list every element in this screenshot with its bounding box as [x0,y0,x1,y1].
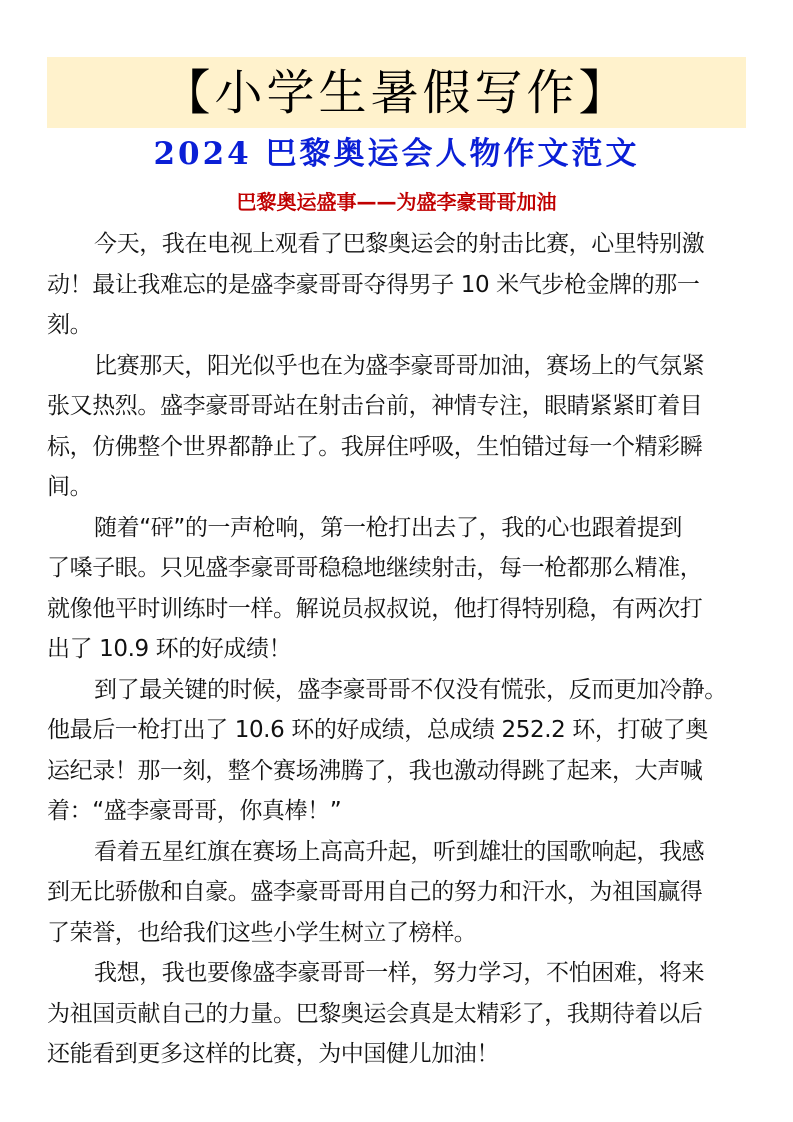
paragraph-line: 了嗓子眼。只见盛李豪哥哥稳稳地继续射击，每一枪都那么精准， [47,555,703,581]
paragraph-line: 看着五星红旗在赛场上高高升起，听到雄壮的国歌响起，我感 [94,838,705,865]
paragraph-line: 今天，我在电视上观看了巴黎奥运会的射击比赛，心里特别激 [94,231,705,257]
paragraph-line: 运纪录！那一刻，整个赛场沸腾了，我也激动得跳了起来，大声喊 [47,757,703,784]
paragraph-line: 就像他平时训练时一样。解说员叔叔说，他打得特别稳，有两次打 [47,595,703,622]
paragraph-line: 了荣誉，也给我们这些小学生树立了榜样。 [47,919,477,946]
paragraph-line: 他最后一枪打出了 10.6 环的好成绩，总成绩 252.2 环，打破了奥 [47,717,708,743]
paragraph-line: 到无比骄傲和自豪。盛李豪哥哥用自己的努力和汗水，为祖国赢得 [47,879,703,905]
paragraph-line: 间。 [47,474,93,500]
paragraph-line: 随着“砰”的一声枪响，第一枪打出去了，我的心也跟着提到 [94,514,683,541]
paragraph-line: 刻。 [47,312,93,338]
paragraph-line: 我想，我也要像盛李豪哥哥一样，努力学习，不怕困难，将来 [94,960,705,986]
paragraph-line: 张又热烈。盛李豪哥哥站在射击台前，神情专注，眼睛紧紧盯着目 [47,393,703,419]
paragraph-line: 着：“盛李豪哥哥，你真棒！” [47,798,342,824]
paragraph-line: 为祖国贡献自己的力量。巴黎奥运会真是太精彩了，我期待着以后 [47,1000,703,1027]
essay-body [47,224,747,1075]
document-subtitle: 2024 巴黎奥运会人物作文范文 [153,136,640,172]
essay-title: 巴黎奥运盛事——为盛李豪哥哥加油 [236,190,557,214]
header-title: 【小学生暑假写作】 [162,64,631,121]
header-banner [47,57,746,128]
paragraph-line: 动！最让我难忘的是盛李豪哥哥夺得男子 10 米气步枪金牌的那一 [47,271,700,298]
paragraph-line: 比赛那天，阳光似乎也在为盛李豪哥哥加油，赛场上的气氛紧 [94,352,705,379]
paragraph-line: 标，仿佛整个世界都静止了。我屏住呼吸，生怕错过每一个精彩瞬 [47,433,703,460]
paragraph-line: 出了 10.9 环的好成绩！ [47,636,292,662]
paragraph-line: 到了最关键的时候，盛李豪哥哥不仅没有慌张，反而更加冷静。 [94,676,727,703]
paragraph-line: 还能看到更多这样的比赛，为中国健儿加油！ [47,1041,500,1067]
